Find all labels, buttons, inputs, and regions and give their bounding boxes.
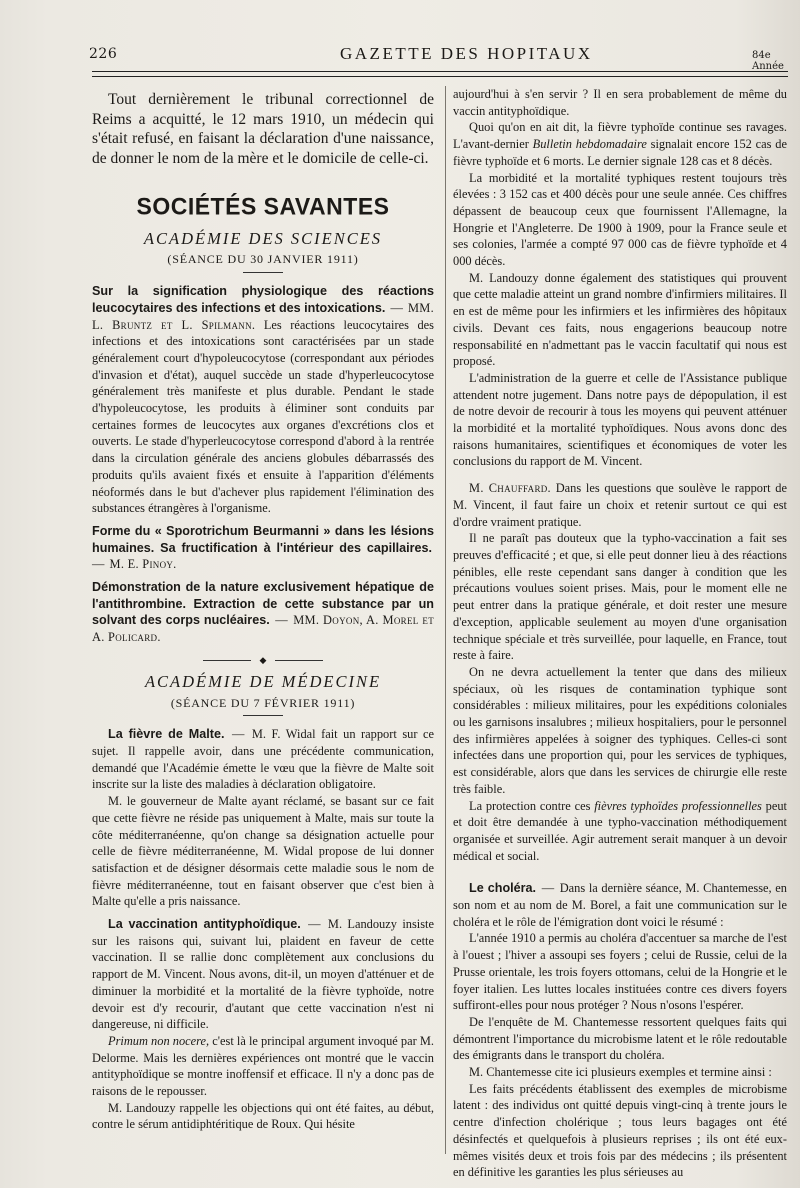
article-body: Les réactions leucocytaires des infections et des intoxications sont caractérisées par un stade généralement court d'hypoleucocytose (correspondant aux périodes d'invasion et d'état), auquel succède un stade d'hyperleucocytose généralement très manifeste et plus durable. Pendant le stade d'hypoleucocytose, les produits à éliminer sont conduits par certaines formes de leucocytes aux organes d'excrétions clos et ouverts. Le stade d'hyperleucocytose correspond d'abord à la rentrée dans la circulation générale des anciens globules débarrassés des produits qu'ils avaient fixés et ensuite à l'apparition d'éléments néoformés dans le but d'achever plus rapidement l'élimination des substances étrangères à l'organisme. bbox=[92, 317, 434, 516]
seance-medecine: (SÉANCE DU 7 FÉVRIER 1911) bbox=[170, 695, 356, 710]
paragraph bbox=[453, 798, 787, 865]
paragraph-text: signalait encore 152 cas de fièvre typhoïde et 6 morts. Le dernier signale 128 cas et 8 décès. bbox=[453, 137, 787, 168]
paragraph: L'année 1910 a permis au choléra d'accentuer sa marche de l'est à l'ouest ; l'hiver a assoupi ses foyers ; celui de Russie, celui de la Prusse orientale, les trois foyers ottomans, celui de la Hongrie et le foyer italien. Les luttes locales instituées contre ces divers foyers suffiront-elles pour nous protéger ? Nous n'osons l'espérer. bbox=[453, 931, 787, 1013]
academy-sciences-heading: ACADÉMIE DES SCIENCES bbox=[143, 228, 383, 248]
article-chauffard bbox=[453, 480, 787, 530]
page-number: 226 bbox=[89, 46, 118, 62]
article-leucocytaires: Sur la signification physiologique des réactions leucocytaires des infections et des intoxications. — MM. L. Bruntz et L. Spilmann. Les réactions leucocytaires des infections et des intoxications sont caractérisées par un stade généralement court d'hypoleucocytose (correspondant aux périodes d'invasion et d'état), auquel succède un stade d'hyperleucocytose généralement très manifeste et plus durable. Pendant le stade d'hypoleucocytose, les produits à éliminer sont conduits par certaines formes de leucocytes aux organes d'excrétions clos et ouverts. Le stade d'hyperleucocytose correspond d'abord à la rentrée dans la circulation générale des anciens globules débarrassés des produits qu'ils avaient fixés et ensuite à l'apparition d'éléments néoformés dans le but d'achever plus rapidement l'élimination des substances étrangères à l'organisme. bbox=[92, 284, 434, 516]
paragraph: La morbidité et la mortalité typhiques restent toujours très élevées : 3 152 cas et 400 décès pour une seule année. Ces chiffres dépassent de beaucoup ceux que fournissent l'Allemagne, la Hongrie et l'Angleterre. De 1900 à 1909, pour la France seule et ses colonies, l'armée a compté 97 000 cas de fièvre typhoïde et 4 000 décès. bbox=[453, 170, 787, 269]
paragraph: Les faits précédents établissent des exemples de microbisme latent : des individus ont quitté depuis vingt-cinq à trente jours le centre d'infection cholérique ; tous leurs bagages ont été désinfectés et quelquefois à plusieurs reprises ; ils ont été eux-mêmes visités deux et trois fois par des médecins ; ils présentent en définitive les garanties les plus sérieuses au bbox=[453, 1081, 787, 1180]
article-title: Démonstration de la nature exclusivement hépatique de l'antithrombine. Extraction de cette substance par un solvant des corps nucléaires. bbox=[92, 580, 434, 628]
article-cholera: Le choléra. — Dans la dernière séance, M. Chantemesse, en son nom et au nom de M. Borel, a fait une communication sur le choléra et le rôle de l'émigration dont voici le résumé : bbox=[453, 881, 787, 929]
article-title: La fièvre de Malte. bbox=[108, 727, 225, 742]
intro-paragraph: Tout dernièrement le tribunal correctionnel de Reims a acquitté, le 12 mars 1910, un médecin qui s'était refusé, en faisant la déclaration d'une naissance, de donner le nom de la mère et le domicile de celle-ci. bbox=[92, 91, 434, 167]
paragraph-text: Quoi qu'on en ait dit, la fièvre typhoïde continue ses ravages. L'avant-dernier bbox=[453, 120, 787, 152]
article-title: La vaccination antityphoïdique. bbox=[108, 917, 301, 932]
academy-medecine-heading: ACADÉMIE DE MÉDECINE bbox=[144, 671, 382, 691]
speaker-name: M. Chauffard. bbox=[469, 481, 551, 496]
article-antithrombine: Démonstration de la nature exclusivement hépatique de l'antithrombine. Extraction de cette substance par un solvant des corps nucléaires. — MM. Doyon, A. Morel et A. Policard. bbox=[92, 580, 434, 645]
paragraph-text: Dans les questions que soulève le rapport de M. Vincent, il faut faire un choix et retenir surtout ce qui est d'ordre vraiment pratique. bbox=[453, 481, 787, 529]
paragraph: On ne devra actuellement la tenter que dans des milieux spéciaux, où les risques de contamination typhique sont considérables : milieux militaires, pour les expéditions coloniales ou les garnisons insalubres ; milieux hospitaliers, pour le personnel des infirmières appelées à soigner des typhiques. Celles-ci sont infectées dans une proportion qui, pour les services de typhiques, est considérable, alors que dans les services de chirurgie elle reste très faible. bbox=[453, 664, 787, 796]
paragraph: L'administration de la guerre et celle de l'Assistance publique attendent notre jugement. Dans notre pays de dépopulation, il est de notre devoir de recourir à tous les moyens qui peuvent atténuer la morbidité et la mortalité typhoïdiques. Nous avons donc des raisons humanitaires, scientifiques et économiques de voter les conclusions du rapport de M. Vincent. bbox=[453, 370, 787, 469]
article-body: M. Landouzy insiste sur les raisons qui, suivant lui, plaident en faveur de cette vaccination. Il se rallie donc complètement aux conclusions du rapport de M. Vincent. Nous avons, dit-il, un moyen d'atténuer et de diminuer la morbidité et la mortalité de la fièvre typhoïde, notre devoir est d'y recourir, d'autant que cette vaccination n'est ni dangereuse, ni difficile. bbox=[92, 917, 434, 1032]
paragraph: De l'enquête de M. Chantemesse ressortent quelques faits qui démontrent l'importance du microbisme latent et le rôle redoutable des émigrants dans le transport du choléra. bbox=[453, 1014, 787, 1063]
paragraph bbox=[92, 1033, 434, 1100]
bulletin-title: Bulletin hebdomadaire bbox=[532, 137, 647, 152]
paragraph-text: c'est là le principal argument invoqué par M. Delorme. Mais les dernières expériences ont montré que le vaccin antityphoïdique se montre inoffensif et efficace. Il n'y a donc pas de raisons de le repousser. bbox=[92, 1033, 434, 1099]
paragraph: M. Landouzy rappelle les objections qui ont été faites, au début, contre le sérum antidiphtéritique de Roux. Qui hésite bbox=[92, 1100, 434, 1132]
italic-phrase: fièvres typhoïdes professionnelles bbox=[594, 798, 762, 813]
paragraph: M. Chantemesse cite ici plusieurs exemples et termine ainsi : bbox=[469, 1065, 772, 1080]
seance-sciences: (SÉANCE DU 30 JANVIER 1911) bbox=[167, 252, 359, 267]
right-column bbox=[453, 86, 787, 1181]
paragraph: M. le gouverneur de Malte ayant réclamé, se basant sur ce fait que cette fièvre ne réside pas uniquement à Malte, mais sur toute la côte méditerranéenne, qu'on change sa désignation actuelle pour celle de fièvre méditerranéenne, M. Widal propose de lui donner satisfaction et de désigner désormais cette maladie sous le nom de fièvre méditerranéenne, tout en faisant observer que c'est bien à Malte qu'elle a pris naissance. bbox=[92, 794, 434, 909]
section-title: SOCIÉTÉS SAVANTES bbox=[136, 192, 390, 220]
journal-title: GAZETTE DES HOPITAUX bbox=[340, 44, 593, 63]
article-fievre-malte: La fièvre de Malte. — M. F. Widal fait un rapport sur ce sujet. Il rappelle avoir, dans une précédente communication, demandé que l'Académie émette le vœu que la fièvre de Malte soit inscrite sur la liste des maladies à déclaration obligatoire. bbox=[92, 727, 434, 792]
header-rule-double bbox=[92, 76, 788, 77]
paragraph-text: peut et doit être demandée à une typho-vaccination méthodiquement organisée et surveillée. Agir autrement serait manquer à un devoir médical et social. bbox=[453, 798, 787, 863]
paragraph: Il ne paraît pas douteux que la typho-vaccination a fait ses preuves d'efficacité ; et que, si elle peut donner lieu à des réactions pénibles, elle reste cependant sans danger à condition que les précautions voulues soient prises. Mais, pour le moment elle ne peut entrer dans la pratique générale, et doit rester une mesure d'exception, applicable seulement au moyen d'une organisation technique spéciale et très surveillée, pour laquelle, en France, tout reste à faire. bbox=[453, 531, 787, 663]
paragraph bbox=[453, 119, 787, 169]
article-title: Sur la signification physiologique des réactions leucocytaires des infections et des intoxications. bbox=[92, 284, 434, 315]
latin-phrase: Primum non nocere, bbox=[108, 1033, 210, 1048]
article-body: Dans la dernière séance, M. Chantemesse, en son nom et au nom de M. Borel, a fait une communication sur le choléra et le rôle de l'émigration dont voici le résumé : bbox=[453, 881, 787, 929]
article-authors: M. E. Pinoy. bbox=[109, 557, 177, 572]
paragraph: M. Landouzy donne également des statistiques qui prouvent que cette maladie atteint un grand nombre d'infirmiers militaires. Il en est de même pour les infirmiers et les infirmières des hôpitaux civils. Devant ces faits, nous engagerions beaucoup notre responsabilité en n'admettant pas le vaccin facultatif qui nous est proposé. bbox=[453, 270, 787, 369]
header-rule bbox=[92, 71, 788, 72]
article-authors: MM. L. Bruntz et L. Spilmann. bbox=[92, 300, 434, 332]
article-title: Le choléra. bbox=[469, 881, 537, 896]
article-title: Forme du « Sporotrichum Beurmanni » dans les lésions humaines. Sa fructification à l'intérieur des capillaires. bbox=[92, 523, 434, 555]
article-body: M. F. Widal fait un rapport sur ce sujet. Il rappelle avoir, dans une précédente communication, demandé que l'Académie émette le vœu que la fièvre de Malte soit inscrite sur la liste des maladies à déclaration obligatoire. bbox=[92, 727, 434, 792]
column-divider bbox=[445, 86, 446, 1154]
paragraph-text: La protection contre ces bbox=[469, 798, 591, 813]
article-authors: MM. Doyon, A. Morel et A. Policard. bbox=[92, 613, 434, 645]
left-column bbox=[92, 90, 434, 1133]
ornament-divider: ◆ bbox=[203, 656, 323, 664]
year-tag: 84e Année bbox=[752, 50, 784, 72]
paragraph: aujourd'hui à s'en servir ? Il en sera probablement de même du vaccin antityphoïdique. bbox=[453, 87, 787, 118]
article-vaccination: La vaccination antityphoïdique. — M. Landouzy insiste sur les raisons qui, suivant lui, plaident en faveur de cette vaccination. Il se rallie donc complètement aux conclusions du rapport de M. Vincent. Nous avons, dit-il, un moyen d'atténuer et de diminuer la morbidité et la mortalité de la fièvre typhoïde, notre devoir est d'y recourir, d'autant que cette vaccination n'est ni dangereuse, ni difficile. bbox=[92, 917, 434, 1032]
article-sporotrichum: Forme du « Sporotrichum Beurmanni » dans les lésions humaines. Sa fructification à l'intérieur des capillaires. — M. E. Pinoy. bbox=[92, 523, 434, 572]
